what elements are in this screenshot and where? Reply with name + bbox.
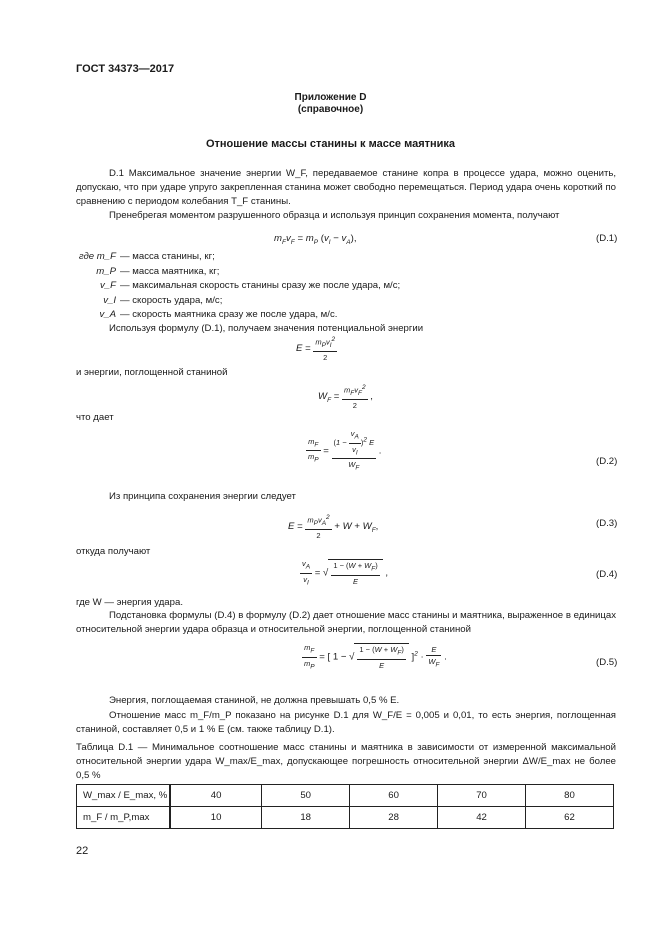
equation-d1: $m_Fv_F = m_P$ $(v_I - v_A)$, (274, 233, 357, 246)
mass-ratio-table (76, 784, 614, 829)
annex-type: (справочное) (297, 104, 364, 115)
legend-row (76, 265, 400, 280)
section-title: Отношение массы станины к массе маятника (205, 138, 456, 150)
standard-header: ГОСТ 34373—2017 (76, 63, 175, 75)
equation-d3: E = $\frac{m_Pv_A^2}{2}$ + $W + W_F$, (288, 514, 379, 540)
equation-number-d2: (D.2) (596, 456, 618, 467)
equation-d2: $\frac{m_F}{m_P}$ = (1 − $\frac{v_A}{v_I}$ )$^2$ E $W_F$ . (308, 429, 382, 472)
paragraph-energy-conservation: Из принципа сохранения энергии следует (109, 491, 296, 502)
legend-symbol: где m_F (78, 251, 116, 262)
legend-symbol: m_P (96, 265, 116, 277)
paragraph-mass-ratio: Отношение масс m_F/m_P показано на рисунке D.1 для W_F/E = 0,005 и 0,01, то есть энергия, поглощенная станиной, составляет 0,5 и 1 % E (см. также таблицу D.1). (76, 710, 616, 735)
paragraph-gives: что дает (76, 412, 114, 423)
symbol-legend (76, 250, 400, 323)
table-cell: 70 (438, 785, 526, 807)
table-cell: 28 (350, 807, 438, 829)
table-cell: 10 (170, 807, 262, 829)
paragraph-frame-limit: Энергия, поглощаемая станиной, не должна превышать 0,5 % E. (109, 695, 400, 706)
table-cell: 18 (262, 807, 350, 829)
legend-text: — масса маятника, кг; (120, 265, 220, 277)
legend-row (76, 294, 400, 309)
paragraph-where-w: где W — энергия удара. (76, 597, 183, 608)
equation-number-d1: (D.1) (596, 233, 618, 244)
row-label: W_max / E_max, % (77, 785, 171, 807)
paragraph-momentum: Пренебрегая моментом разрушенного образца и используя принцип сохранения момента, получают (109, 210, 560, 221)
page-number: 22 (76, 845, 89, 857)
paragraph-d1: D.1 Максимальное значение энергии W_F, передаваемое станине копра в процессе удара, можно оценить, допускаю, что при ударе упруго закрепленная станина может свободно перемещаться. Период удара очень короткий по сравнению с периодом колебания T_F станины. (76, 168, 616, 207)
paragraph-hence: откуда получают (76, 546, 151, 557)
equation-number-d4: (D.4) (596, 569, 618, 580)
legend-row (76, 250, 400, 265)
table-cell: 42 (438, 807, 526, 829)
legend-text: — максимальная скорость станины сразу же после удара, м/с; (120, 280, 401, 291)
table-row (77, 785, 614, 807)
equation-number-d3: (D.3) (596, 518, 618, 529)
legend-symbol: v_F (100, 280, 116, 291)
legend-symbol: v_A (99, 309, 116, 320)
annex-label: Приложение D (294, 92, 367, 103)
table-row (77, 807, 614, 829)
paragraph-frame-energy: и энергии, поглощенной станиной (76, 367, 228, 378)
legend-row (76, 308, 400, 323)
legend-text: — масса станины, кг; (120, 251, 215, 262)
legend-text: — скорость удара, м/с; (120, 294, 223, 306)
table-cell: 80 (526, 785, 614, 807)
paragraph-potential-energy: Используя формулу (D.1), получаем значения потенциальной энергии (109, 323, 424, 334)
equation-frame-energy: $W_F$ = $\frac{m_Fv_F^2}{2}$ , (318, 384, 373, 410)
table-cell: 40 (170, 785, 262, 807)
legend-row (76, 279, 400, 294)
paragraph-substitution: Подстановка формулы (D.4) в формулу (D.2) дает отношение масс станины и маятника, выраженное в единицах относительной энергии удара образца и относительной энергии, поглощенной станиной (76, 610, 616, 635)
table-cell: 60 (350, 785, 438, 807)
table-cell: 50 (262, 785, 350, 807)
legend-symbol: v_I (103, 294, 116, 306)
legend-text: — скорость маятника сразу же после удара, м/с. (120, 309, 338, 320)
table-cell: 62 (526, 807, 614, 829)
equation-number-d5: (D.5) (596, 657, 618, 668)
equation-d5: $\frac{m_F}{m_P}$ = [ 1 − √ $\frac{1 - (W + W_F)}{E}$ ]$^2$ · $\frac{E}{W_F}$ . (304, 643, 447, 670)
equation-potential-energy: E = $\frac{m_Pv_I^2}{2}$ (296, 336, 336, 362)
table-caption: Таблица D.1 — Минимальное соотношение масс станины и маятника в зависимости от измеренной максимальной относительной энергии удара W_max/E_max, допускающее погрешность относительной энергии ΔW/E_max не более 0,5 % (76, 742, 616, 781)
equation-d4: $\frac{v_A}{v_I}$ = √ $\frac{1 - (W + W_F)}{E}$ , (302, 559, 389, 586)
row-label: m_F / m_P,max (77, 807, 171, 829)
